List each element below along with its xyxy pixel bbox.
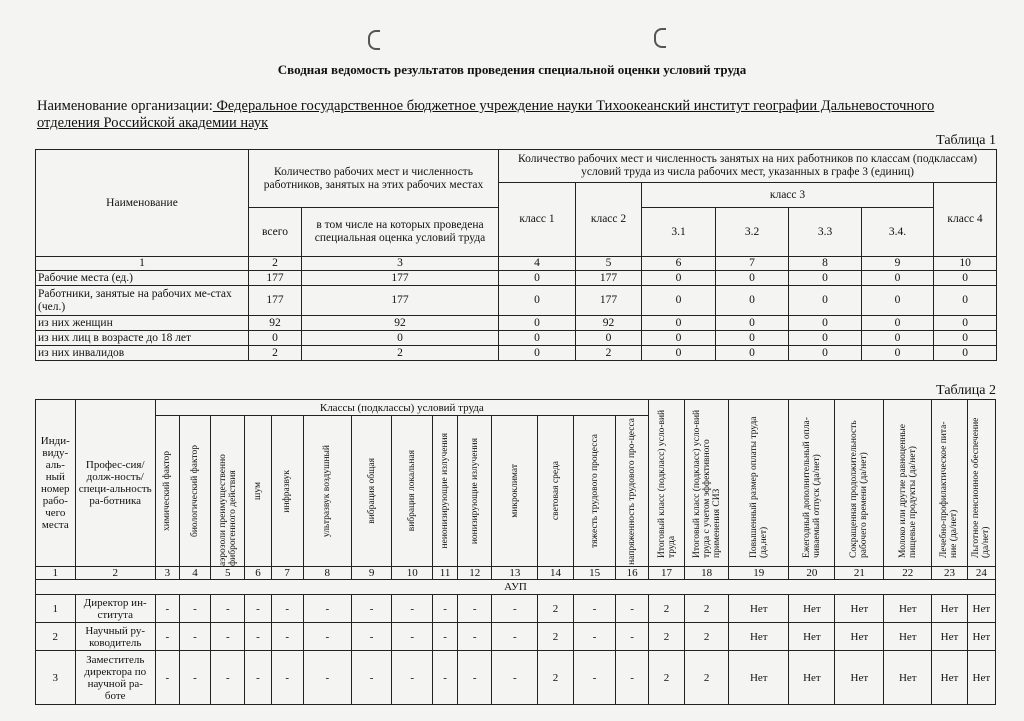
t2-factor-header: напряженность трудового про-цесса	[627, 417, 638, 565]
t1-cell: 0	[716, 286, 789, 316]
t2-cell: -	[573, 623, 616, 651]
t2-cell: 2	[685, 651, 729, 705]
t1-row-label: Рабочие места (ед.)	[36, 271, 249, 286]
t1-cell: 0	[716, 271, 789, 286]
t1-cell: 0	[302, 331, 499, 346]
t1-cell: 0	[862, 271, 934, 286]
t2-cell: Нет	[789, 595, 835, 623]
page-title: Сводная ведомость результатов проведения специальной оценки условий труда	[277, 62, 747, 77]
workplaces-table	[35, 399, 996, 705]
t2-col-number: 10	[392, 567, 433, 580]
t1-col-number: 4	[499, 257, 576, 271]
t2-header-vertical: Сокращенная продолжительность рабочего времени (да/нет)	[849, 420, 870, 558]
t2-col-number: 15	[573, 567, 616, 580]
t1-cell: 177	[249, 286, 302, 316]
t2-cell: -	[155, 623, 179, 651]
t2-cell: 2	[685, 623, 729, 651]
t1-col-number: 9	[862, 257, 934, 271]
t2-row-prof: Директор ин-ститута	[75, 595, 155, 623]
t2-cell: -	[271, 623, 303, 651]
t2-cell: -	[303, 651, 351, 705]
t1-col-number: 2	[249, 257, 302, 271]
t2-cell: 2	[648, 595, 684, 623]
t2-cell: 2	[648, 651, 684, 705]
table1-caption: Таблица 1	[936, 133, 996, 148]
t1-col-number: 10	[934, 257, 997, 271]
t1-cell: 0	[249, 331, 302, 346]
t2-col-number: 19	[729, 567, 789, 580]
t1-cell: 0	[934, 346, 997, 361]
t1-cell: 177	[576, 271, 642, 286]
t2-cell: Нет	[967, 623, 995, 651]
t2-cell: -	[155, 595, 179, 623]
t1-cell: 92	[576, 316, 642, 331]
punch-hole	[368, 30, 380, 50]
organization-name: Федеральное государственное бюджетное учреждение науки Тихоокеанский институт географии Дальневосточного отделения Российской академии наук	[37, 98, 935, 131]
t2-header-num: Инди-виду-аль-ный номер рабо-чего места	[36, 400, 76, 567]
t2-cell: -	[179, 651, 210, 705]
t2-cell: -	[392, 595, 433, 623]
t2-row-id: 1	[36, 595, 76, 623]
t2-cell: Нет	[884, 623, 932, 651]
t2-col-number: 5	[211, 567, 245, 580]
t1-cell: 0	[499, 271, 576, 286]
t2-cell: 2	[648, 623, 684, 651]
t1-row	[36, 316, 997, 331]
t2-factor-header: химический фактор	[162, 451, 173, 531]
t2-cell: -	[573, 651, 616, 705]
t2-cell: -	[458, 595, 492, 623]
t2-row	[36, 595, 996, 623]
t2-col-number: 9	[351, 567, 392, 580]
t2-factor-header: световая среда	[550, 461, 561, 521]
t2-cell: Нет	[932, 595, 967, 623]
t2-factor-header: аэрозоли преимущественно фиброгенного действия	[217, 454, 238, 566]
t1-cell: 0	[499, 346, 576, 361]
t2-factor-header: вибрация локальная	[407, 450, 418, 532]
t1-cell: 0	[642, 316, 716, 331]
t2-col-number: 16	[616, 567, 648, 580]
t2-cell: Нет	[729, 595, 789, 623]
t2-cell: -	[573, 595, 616, 623]
t1-cell: 0	[716, 346, 789, 361]
t1-col-number: 7	[716, 257, 789, 271]
t2-col-number: 3	[155, 567, 179, 580]
summary-table	[35, 149, 997, 361]
t1-cell: 0	[716, 331, 789, 346]
t1-row	[36, 346, 997, 361]
t1-cell: 0	[789, 286, 862, 316]
t1-header-class1: класс 1	[499, 183, 576, 257]
t1-col-number: 6	[642, 257, 716, 271]
t1-col-number: 3	[302, 257, 499, 271]
t2-cell: Нет	[967, 595, 995, 623]
t1-cell: 0	[642, 286, 716, 316]
t2-col-number: 11	[433, 567, 458, 580]
t2-cell: -	[392, 623, 433, 651]
t2-cell: 2	[685, 595, 729, 623]
t1-header-class4: класс 4	[934, 183, 997, 257]
t2-cell: -	[271, 595, 303, 623]
t2-col-number: 21	[835, 567, 884, 580]
t2-cell: -	[155, 651, 179, 705]
t2-number-row	[36, 567, 996, 580]
t1-header-sub: 3.4.	[862, 208, 934, 257]
table2-caption: Таблица 2	[936, 383, 996, 398]
t2-cell: -	[211, 651, 245, 705]
t2-factor-header: микроклимат	[509, 464, 520, 518]
t2-cell: -	[458, 623, 492, 651]
t2-header-prof: Профес-сия/долж-ность/специ-альность ра-ботника	[75, 400, 155, 567]
t2-cell: -	[245, 595, 271, 623]
t2-cell: -	[616, 651, 648, 705]
t1-cell: 2	[576, 346, 642, 361]
t2-row-prof: Заместитель директора по научной ра-боте	[75, 651, 155, 705]
t2-factor-header: ультразвук воздушный	[322, 444, 333, 538]
t2-cell: -	[458, 651, 492, 705]
t1-cell: 92	[249, 316, 302, 331]
t2-header-classes: Классы (подклассы) условий труда	[155, 400, 648, 416]
t1-header-sub: 3.2	[716, 208, 789, 257]
t1-cell: 0	[934, 286, 997, 316]
t1-header-count: Количество рабочих мест и численность работников, занятых на этих рабочих местах	[249, 150, 499, 208]
t1-row-label: из них инвалидов	[36, 346, 249, 361]
t2-section-header: АУП	[36, 580, 996, 595]
t1-row	[36, 331, 997, 346]
t1-cell: 0	[716, 316, 789, 331]
t2-cell: 2	[538, 651, 573, 705]
t1-cell: 177	[249, 271, 302, 286]
t2-cell: Нет	[884, 651, 932, 705]
t2-cell: Нет	[789, 651, 835, 705]
t2-cell: Нет	[932, 623, 967, 651]
t2-cell: Нет	[884, 595, 932, 623]
t2-cell: -	[616, 595, 648, 623]
t2-header-vertical: Молоко или другие равноценные пищевые продукты (да/нет)	[897, 423, 918, 558]
t2-col-number: 12	[458, 567, 492, 580]
t1-cell: 0	[934, 316, 997, 331]
t1-cell: 0	[499, 316, 576, 331]
t2-header-vertical: Итоговый класс (подкласс) усло-вий труда	[656, 409, 677, 558]
t1-header-sout: в том числе на которых проведена специальная оценка условий труда	[302, 208, 499, 257]
t2-factor-header: биологический фактор	[189, 444, 200, 537]
t1-cell: 0	[499, 286, 576, 316]
t1-header-class2: класс 2	[576, 183, 642, 257]
t2-factor-header: вибрация общая	[366, 458, 377, 524]
t2-header-vertical: Повышенный размер оплаты труда (да,нет)	[748, 416, 769, 558]
t1-cell: 0	[789, 316, 862, 331]
t2-cell: Нет	[835, 595, 884, 623]
t1-row-label: из них лиц в возрасте до 18 лет	[36, 331, 249, 346]
t2-col-number: 6	[245, 567, 271, 580]
t1-header-total: всего	[249, 208, 302, 257]
t2-cell: -	[179, 623, 210, 651]
t2-col-number: 23	[932, 567, 967, 580]
t2-col-number: 2	[75, 567, 155, 580]
t1-row-label: Работники, занятые на рабочих ме-стах (чел.)	[36, 286, 249, 316]
t2-cell: Нет	[729, 651, 789, 705]
t2-col-number: 13	[492, 567, 538, 580]
t2-header-vertical: Итоговый класс (подкласс) усло-вий труда с учетом эффективного применения СИЗ	[691, 409, 722, 558]
t2-col-number: 1	[36, 567, 76, 580]
t2-cell: -	[211, 595, 245, 623]
t2-cell: -	[351, 595, 392, 623]
t2-row-id: 2	[36, 623, 76, 651]
t1-cell: 0	[642, 346, 716, 361]
t2-cell: -	[211, 623, 245, 651]
t2-cell: -	[433, 623, 458, 651]
t2-header-vertical: Лечебно-профилактическое пита-ние (да/нет)	[939, 421, 960, 558]
t1-number-row	[36, 257, 997, 271]
t2-col-number: 8	[303, 567, 351, 580]
t2-cell: -	[245, 651, 271, 705]
punch-hole	[654, 28, 666, 48]
t2-col-number: 14	[538, 567, 573, 580]
t2-cell: -	[351, 623, 392, 651]
t1-cell: 0	[934, 271, 997, 286]
t1-header-name: Наименование	[36, 150, 249, 257]
t1-row-label: из них женщин	[36, 316, 249, 331]
t1-col-number: 5	[576, 257, 642, 271]
t1-cell: 0	[862, 286, 934, 316]
t2-row	[36, 651, 996, 705]
t2-cell: Нет	[835, 651, 884, 705]
t1-header-sub: 3.3	[789, 208, 862, 257]
t2-cell: -	[492, 623, 538, 651]
t2-cell: -	[392, 651, 433, 705]
t1-cell: 92	[302, 316, 499, 331]
t2-cell: Нет	[835, 623, 884, 651]
t1-cell: 0	[576, 331, 642, 346]
t2-cell: -	[271, 651, 303, 705]
organization-line	[37, 98, 997, 132]
t2-col-number: 24	[967, 567, 995, 580]
t2-cell: 2	[538, 595, 573, 623]
t2-col-number: 18	[685, 567, 729, 580]
t1-cell: 177	[302, 271, 499, 286]
t2-cell: -	[433, 595, 458, 623]
t1-header-class3: класс 3	[642, 183, 934, 208]
t2-factor-header: инфразвук	[282, 469, 293, 513]
t2-col-number: 4	[179, 567, 210, 580]
t1-cell: 0	[789, 331, 862, 346]
t2-cell: -	[179, 595, 210, 623]
t1-row	[36, 286, 997, 316]
t1-cell: 0	[642, 331, 716, 346]
t1-row	[36, 271, 997, 286]
t1-col-number: 1	[36, 257, 249, 271]
t2-col-number: 20	[789, 567, 835, 580]
t1-cell: 177	[302, 286, 499, 316]
t1-cell: 0	[499, 331, 576, 346]
t2-col-number: 17	[648, 567, 684, 580]
t1-cell: 0	[862, 316, 934, 331]
t1-col-number: 8	[789, 257, 862, 271]
t2-cell: Нет	[789, 623, 835, 651]
t2-header-vertical: Ежегодный дополнительный опла-чиваемый отпуск (да/нет)	[801, 417, 822, 558]
t2-cell: -	[616, 623, 648, 651]
t2-cell: -	[433, 651, 458, 705]
t2-factor-header: неионизирующие излучения	[440, 433, 451, 549]
t1-cell: 0	[789, 346, 862, 361]
t1-cell: 0	[862, 331, 934, 346]
t2-cell: -	[492, 595, 538, 623]
t1-cell: 2	[302, 346, 499, 361]
t1-header-sub: 3.1	[642, 208, 716, 257]
t2-row-prof: Научный ру-ководитель	[75, 623, 155, 651]
t1-cell: 0	[642, 271, 716, 286]
t2-row-id: 3	[36, 651, 76, 705]
t2-cell: Нет	[967, 651, 995, 705]
t1-cell: 0	[789, 271, 862, 286]
t1-cell: 0	[862, 346, 934, 361]
t2-row	[36, 623, 996, 651]
organization-label: Наименование организации:	[37, 98, 213, 114]
t1-cell: 177	[576, 286, 642, 316]
t2-cell: -	[351, 651, 392, 705]
t2-col-number: 22	[884, 567, 932, 580]
t2-cell: -	[245, 623, 271, 651]
t2-factor-header: тяжесть трудового процесса	[589, 434, 600, 548]
t2-factor-header: ионизирующие излучения	[469, 437, 480, 545]
t2-cell: Нет	[932, 651, 967, 705]
t2-factor-header: шум	[252, 482, 263, 500]
t1-cell: 0	[934, 331, 997, 346]
t2-cell: Нет	[729, 623, 789, 651]
t2-cell: 2	[538, 623, 573, 651]
t1-cell: 2	[249, 346, 302, 361]
t2-cell: -	[303, 595, 351, 623]
t2-header-vertical: Льготное пенсионное обеспечение (да/нет)	[971, 417, 992, 558]
t2-cell: -	[303, 623, 351, 651]
t2-cell: -	[492, 651, 538, 705]
t1-header-classes: Количество рабочих мест и численность занятых на них работников по классам (подклассам) условий труда из числа рабочих мест, указанных в графе 3 (единиц)	[499, 150, 997, 183]
t2-col-number: 7	[271, 567, 303, 580]
